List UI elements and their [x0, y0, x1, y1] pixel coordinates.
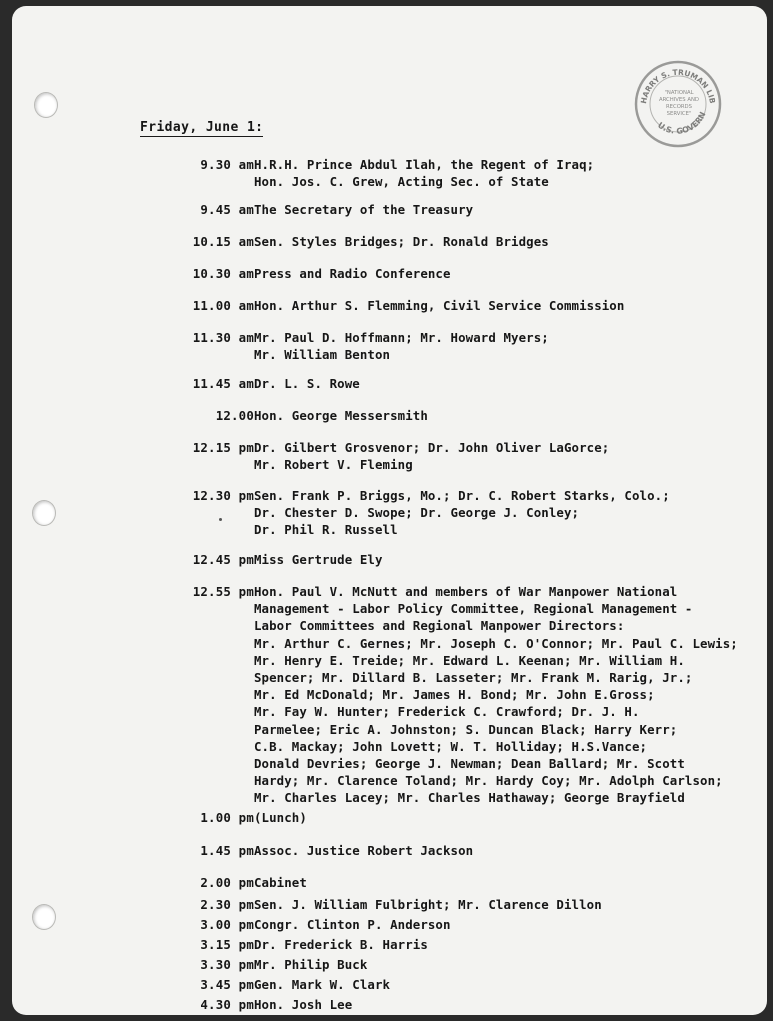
- appointment-description: [254, 156, 594, 190]
- appointment-line: Sen. J. William Fulbright; Mr. Clarence Dillon: [254, 897, 602, 912]
- appointment-time: 3.15 pm: [200, 937, 254, 952]
- appointment-line: Parmelee; Eric A. Johnston; S. Duncan Black; Harry Kerr;: [254, 721, 678, 737]
- appointment-line: Mr. Robert V. Fleming: [254, 457, 413, 473]
- appointment-description: [254, 329, 549, 363]
- appointment-description: [254, 936, 428, 953]
- stamp-center-line: "NATIONAL: [664, 90, 694, 96]
- appointment-line: Mr. Philip Buck: [254, 957, 368, 972]
- appointment-line: Management - Labor Policy Committee, Regional Management -: [254, 601, 693, 617]
- appointment-line: Mr. Paul D. Hoffmann; Mr. Howard Myers;: [254, 330, 549, 345]
- appointment-time: 12.15 pm: [192, 440, 254, 455]
- appointment-description: [254, 375, 360, 392]
- appointment-line: C.B. Mackay; John Lovett; W. T. Holliday; H.S.Vance;: [254, 738, 648, 754]
- appointment-line: Mr. Fay W. Hunter; Frederick C. Crawford; Dr. J. H.: [254, 704, 640, 720]
- stamp-bottom-text: U.S. GOVERN: [655, 110, 708, 136]
- stamp-center-line: SERVICE": [666, 111, 692, 117]
- appointment-description: [254, 956, 367, 973]
- appointment-time: 3.00 pm: [200, 917, 254, 932]
- appointment-line: Press and Radio Conference: [254, 266, 451, 281]
- appointment-description: [254, 916, 451, 933]
- appointment-line: Hon. Paul V. McNutt and members of War Manpower National: [254, 584, 678, 599]
- appointment-line: Dr. Frederick B. Harris: [254, 937, 428, 952]
- appointment-time: 11.45 am: [192, 376, 254, 391]
- appointment-description: [254, 842, 473, 859]
- appointment-description: [254, 874, 307, 891]
- appointment-description: [254, 487, 670, 539]
- appointment-line: Dr. L. S. Rowe: [254, 376, 360, 391]
- appointment-line: Mr. William Benton: [254, 347, 391, 363]
- day-heading: Friday, June 1:: [140, 120, 264, 135]
- appointment-description: [254, 439, 609, 473]
- archive-stamp: [632, 58, 724, 150]
- appointment-description: [254, 297, 624, 314]
- stamp-center-line: ARCHIVES AND: [659, 97, 699, 103]
- stamp-center-line: RECORDS: [665, 104, 693, 110]
- document-page: [12, 6, 767, 1015]
- appointment-time: 9.30 am: [200, 157, 254, 172]
- appointment-line: Mr. Arthur C. Gernes; Mr. Joseph C. O'Connor; Mr. Paul C. Lewis;: [254, 635, 738, 651]
- appointment-time: 2.00 pm: [200, 875, 254, 890]
- appointment-line: Mr. Henry E. Treide; Mr. Edward L. Keenan; Mr. William H.: [254, 652, 685, 668]
- appointment-line: Hon. Arthur S. Flemming, Civil Service Commission: [254, 298, 625, 313]
- appointment-time: 12.30 pm: [192, 488, 254, 503]
- appointment-time: 3.45 pm: [200, 977, 254, 992]
- appointment-line: Mr. Ed McDonald; Mr. James H. Bond; Mr. John E.Gross;: [254, 687, 655, 703]
- appointment-description: [254, 233, 549, 250]
- appointment-time: 4.30 pm: [200, 997, 254, 1012]
- appointment-line: Hardy; Mr. Clarence Toland; Mr. Hardy Coy; Mr. Adolph Carlson;: [254, 773, 723, 789]
- appointment-line: Assoc. Justice Robert Jackson: [254, 843, 474, 858]
- appointment-description: [254, 265, 451, 282]
- appointment-line: (Lunch): [254, 810, 307, 825]
- appointment-line: Cabinet: [254, 875, 307, 890]
- appointment-time: 3.30 pm: [200, 957, 254, 972]
- appointment-description: [254, 896, 602, 913]
- appointment-line: Dr. Gilbert Grosvenor; Dr. John Oliver LaGorce;: [254, 440, 610, 455]
- appointment-time: 9.45 am: [200, 202, 254, 217]
- punch-hole: [32, 904, 56, 930]
- appointment-time: 12.45 pm: [192, 552, 254, 567]
- appointment-line: Sen. Frank P. Briggs, Mo.; Dr. C. Robert Starks, Colo.;: [254, 488, 670, 503]
- appointment-description: [254, 996, 352, 1013]
- appointment-line: Hon. Josh Lee: [254, 997, 353, 1012]
- appointment-time: 1.00 pm: [200, 810, 254, 825]
- appointment-line: Miss Gertrude Ely: [254, 552, 383, 567]
- stamp-top-text: HARRY S. TRUMAN LIB: [638, 67, 718, 105]
- appointment-line: Donald Devries; George J. Newman; Dean Ballard; Mr. Scott: [254, 755, 685, 771]
- appointment-time: 11.00 am: [192, 298, 254, 313]
- appointment-line: H.R.H. Prince Abdul Ilah, the Regent of Iraq;: [254, 157, 595, 172]
- appointment-time: 11.30 am: [192, 330, 254, 345]
- appointment-line: Hon. George Messersmith: [254, 408, 428, 423]
- appointment-line: Congr. Clinton P. Anderson: [254, 917, 451, 932]
- appointment-line: Mr. Charles Lacey; Mr. Charles Hathaway; George Brayfield: [254, 790, 685, 806]
- punch-hole: [34, 92, 58, 118]
- appointment-description: [254, 407, 428, 424]
- appointment-description: [254, 201, 473, 218]
- appointment-line: Dr. Phil R. Russell: [254, 522, 398, 538]
- appointment-line: Labor Committees and Regional Manpower Directors:: [254, 618, 625, 634]
- appointment-line: Dr. Chester D. Swope; Dr. George J. Conley;: [254, 505, 580, 521]
- appointment-time: 12.55 pm: [192, 584, 254, 599]
- appointment-time: 10.30 am: [192, 266, 254, 281]
- appointment-line: Spencer; Mr. Dillard B. Lasseter; Mr. Frank M. Rarig, Jr.;: [254, 669, 693, 685]
- appointment-description: [254, 809, 307, 826]
- appointment-description: [254, 976, 390, 993]
- appointment-time: 1.45 pm: [200, 843, 254, 858]
- ink-speck: [219, 518, 222, 521]
- punch-hole: [32, 500, 56, 526]
- appointment-time: 12.00: [215, 408, 254, 423]
- appointment-time: 10.15 am: [192, 234, 254, 249]
- appointment-line: Sen. Styles Bridges; Dr. Ronald Bridges: [254, 234, 549, 249]
- appointment-description: [254, 583, 738, 806]
- appointment-line: Hon. Jos. C. Grew, Acting Sec. of State: [254, 174, 549, 190]
- appointment-description: [254, 551, 383, 568]
- appointment-line: Gen. Mark W. Clark: [254, 977, 391, 992]
- appointment-time: 2.30 pm: [200, 897, 254, 912]
- appointment-line: The Secretary of the Treasury: [254, 202, 474, 217]
